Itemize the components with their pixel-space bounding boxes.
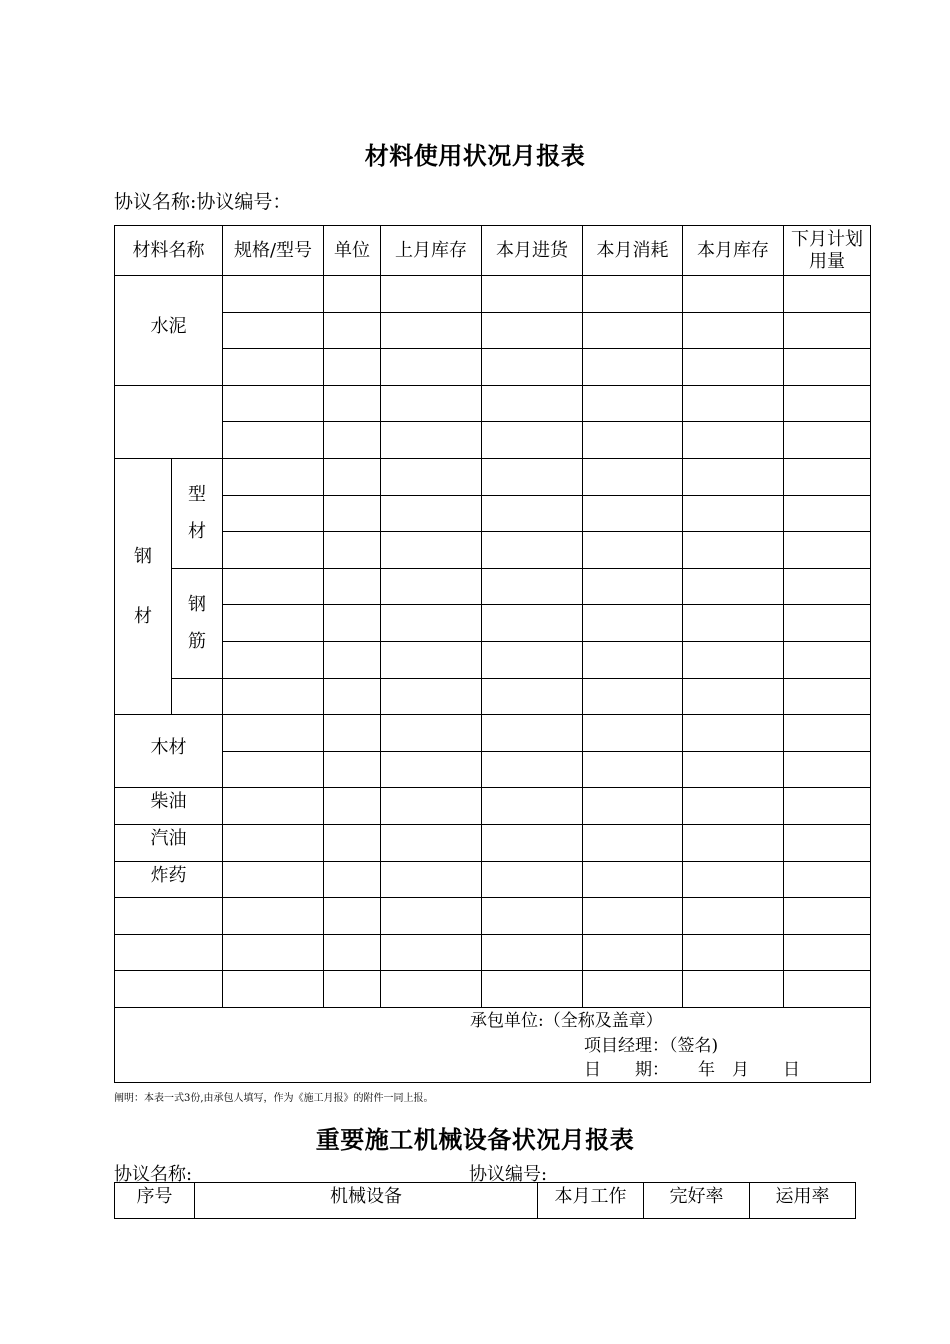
date-fields: 年 月 日: [698, 1059, 800, 1080]
table-row: [115, 678, 871, 715]
table-row: [115, 641, 871, 678]
subcategory-section-steel: 型材: [172, 458, 223, 568]
header-this-month-purchase: 本月进货: [482, 226, 583, 276]
signature-cell: [115, 1007, 871, 1082]
date-label: 日 期：: [584, 1059, 669, 1080]
table-row: [115, 971, 871, 1008]
table-row: [115, 349, 871, 386]
category-explosive: 炸药: [115, 861, 223, 898]
header-unit: 单位: [324, 226, 381, 276]
table-row: [115, 385, 871, 422]
table-row: [115, 568, 871, 605]
report2-agreement-no-label: 协议编号:: [469, 1164, 548, 1185]
subcategory-rebar: 钢筋: [172, 568, 223, 678]
table-row: [115, 532, 871, 569]
material-usage-table: [114, 225, 871, 1083]
header-serial-no: 序号: [115, 1183, 195, 1219]
report2-agreement-name-label: 协议名称:: [114, 1164, 193, 1185]
header-row: [115, 1183, 856, 1219]
category-gasoline: 汽油: [115, 824, 223, 861]
header-equipment: 机械设备: [195, 1183, 538, 1219]
header-last-month-stock: 上月库存: [381, 226, 482, 276]
category-diesel: 柴油: [115, 788, 223, 825]
table-row: [115, 605, 871, 642]
category-cement: 水泥: [115, 276, 223, 386]
table-row: [115, 861, 871, 898]
equipment-status-table: [114, 1182, 856, 1219]
header-material-name: 材料名称: [115, 226, 223, 276]
header-monthly-work: 本月工作: [538, 1183, 644, 1219]
table-row: [115, 312, 871, 349]
table-row: [115, 898, 871, 935]
table-row: [115, 934, 871, 971]
category-empty: [115, 385, 223, 458]
report1-note: 阐明：本表一式3份,由承包人填写，作为《施工月报》的附件一同上报。: [114, 1093, 434, 1104]
contractor-label: 承包单位:（全称及盖章）: [470, 1010, 663, 1031]
table-row: [115, 788, 871, 825]
report1-agreement-line: 协议名称:协议编号：: [114, 191, 292, 213]
table-row: [115, 422, 871, 459]
subcategory-empty: [172, 678, 223, 715]
report2-title: 重要施工机械设备状况月报表: [315, 1125, 635, 1154]
header-this-month-consumption: 本月消耗: [583, 226, 683, 276]
header-intact-rate: 完好率: [644, 1183, 750, 1219]
table-row: [115, 458, 871, 495]
header-next-month-plan: 下月计划用量: [784, 226, 871, 276]
header-spec-model: 规格/型号: [223, 226, 324, 276]
project-manager-label: 项目经理：（签名): [584, 1035, 719, 1056]
signature-row: [115, 1007, 871, 1082]
table-row: [115, 824, 871, 861]
category-timber: 木材: [115, 715, 223, 788]
table-row: [115, 751, 871, 788]
category-steel: 钢材: [115, 458, 172, 714]
table-row: [115, 715, 871, 752]
table-row: [115, 276, 871, 313]
header-row: [115, 226, 871, 276]
header-this-month-stock: 本月库存: [683, 226, 784, 276]
header-utilization-rate: 运用率: [750, 1183, 856, 1219]
report1-title: 材料使用状况月报表: [364, 141, 586, 170]
table-row: [115, 495, 871, 532]
